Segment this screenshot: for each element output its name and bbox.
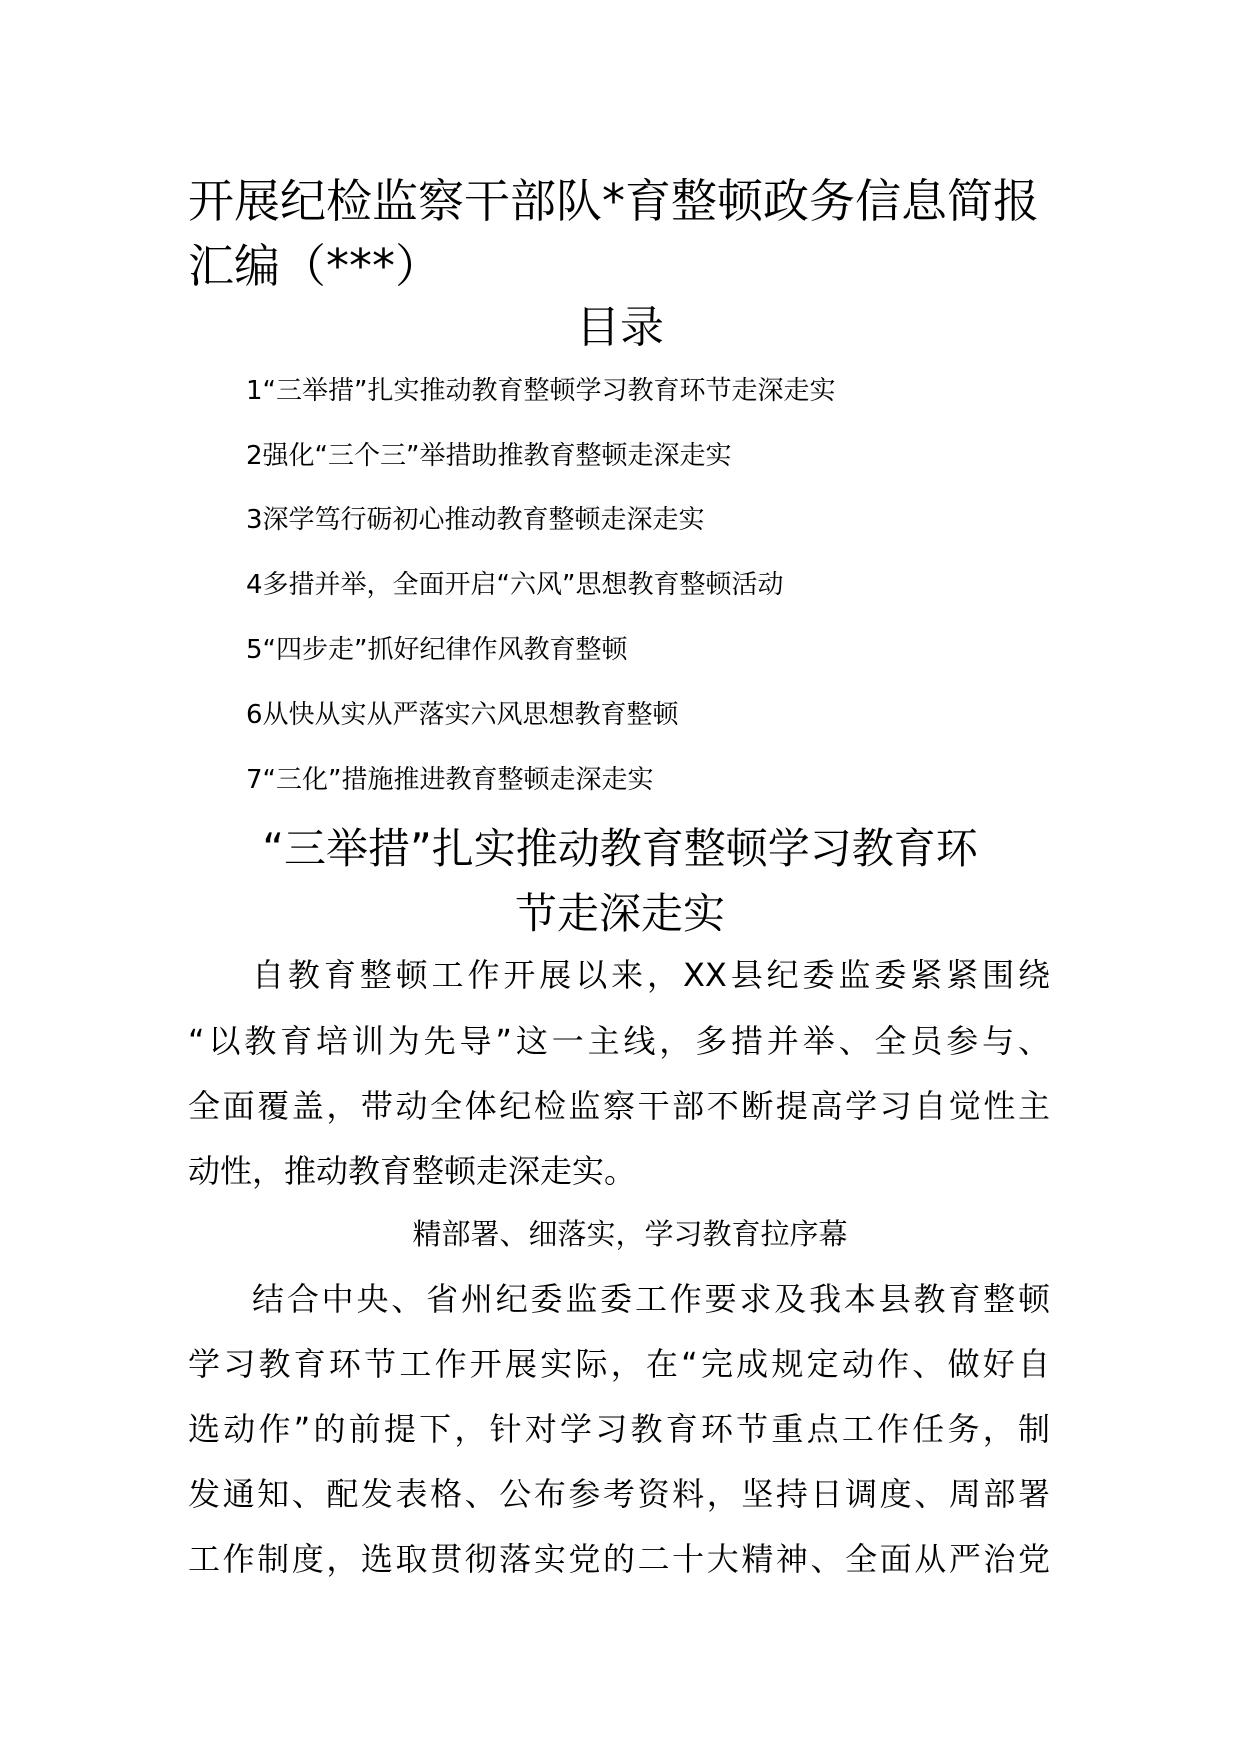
toc-item: 2强化“三个三”举措助推教育整顿走深走实 bbox=[246, 441, 732, 471]
paragraph-2-line: 学习教育环节工作开展实际，在“完成规定动作、做好自 bbox=[188, 1345, 1050, 1383]
document-title-line-2: 汇编（***） bbox=[188, 239, 441, 293]
paragraph-1-line: 全面覆盖，带动全体纪检监察干部不断提高学习自觉性主 bbox=[188, 1087, 1050, 1125]
toc-item: 6从快从实从严落实六风思想教育整顿 bbox=[246, 700, 679, 730]
toc-item: 3深学笃行砺初心推动教育整顿走深走实 bbox=[246, 505, 705, 535]
section-title-line-1: “三举措”扎实推动教育整顿学习教育环 bbox=[262, 824, 978, 873]
toc-item: 1“三举措”扎实推动教育整顿学习教育环节走深走实 bbox=[246, 376, 836, 406]
paragraph-2-line: 选动作”的前提下，针对学习教育环节重点工作任务，制 bbox=[188, 1410, 1050, 1448]
document-title-line-1: 开展纪检监察干部队*育整顿政务信息简报 bbox=[188, 174, 1039, 228]
toc-item: 4多措并举，全面开启“六风”思想教育整顿活动 bbox=[246, 570, 784, 600]
toc-item: 7“三化”措施推进教育整顿走深走实 bbox=[246, 765, 654, 795]
paragraph-1-line: 动性，推动教育整顿走深走实。 bbox=[188, 1152, 637, 1190]
paragraph-2-line: 结合中央、省州纪委监委工作要求及我本县教育整顿 bbox=[252, 1280, 1050, 1318]
paragraph-2-line: 发通知、配发表格、公布参考资料，坚持日调度、周部署 bbox=[188, 1475, 1050, 1513]
section-title-line-2: 节走深走实 bbox=[514, 889, 725, 938]
paragraph-1-line: “以教育培训为先导”这一主线，多措并举、全员参与、 bbox=[188, 1022, 1050, 1060]
toc-heading: 目录 bbox=[576, 302, 664, 353]
paragraph-2-line: 工作制度，选取贯彻落实党的二十大精神、全面从严治党 bbox=[188, 1540, 1050, 1578]
paragraph-1-line: 自教育整顿工作开展以来，XX县纪委监委紧紧围绕 bbox=[252, 956, 1050, 994]
subheading: 精部署、细落实，学习教育拉序幕 bbox=[412, 1217, 848, 1251]
toc-item: 5“四步走”抓好纪律作风教育整顿 bbox=[246, 635, 628, 665]
